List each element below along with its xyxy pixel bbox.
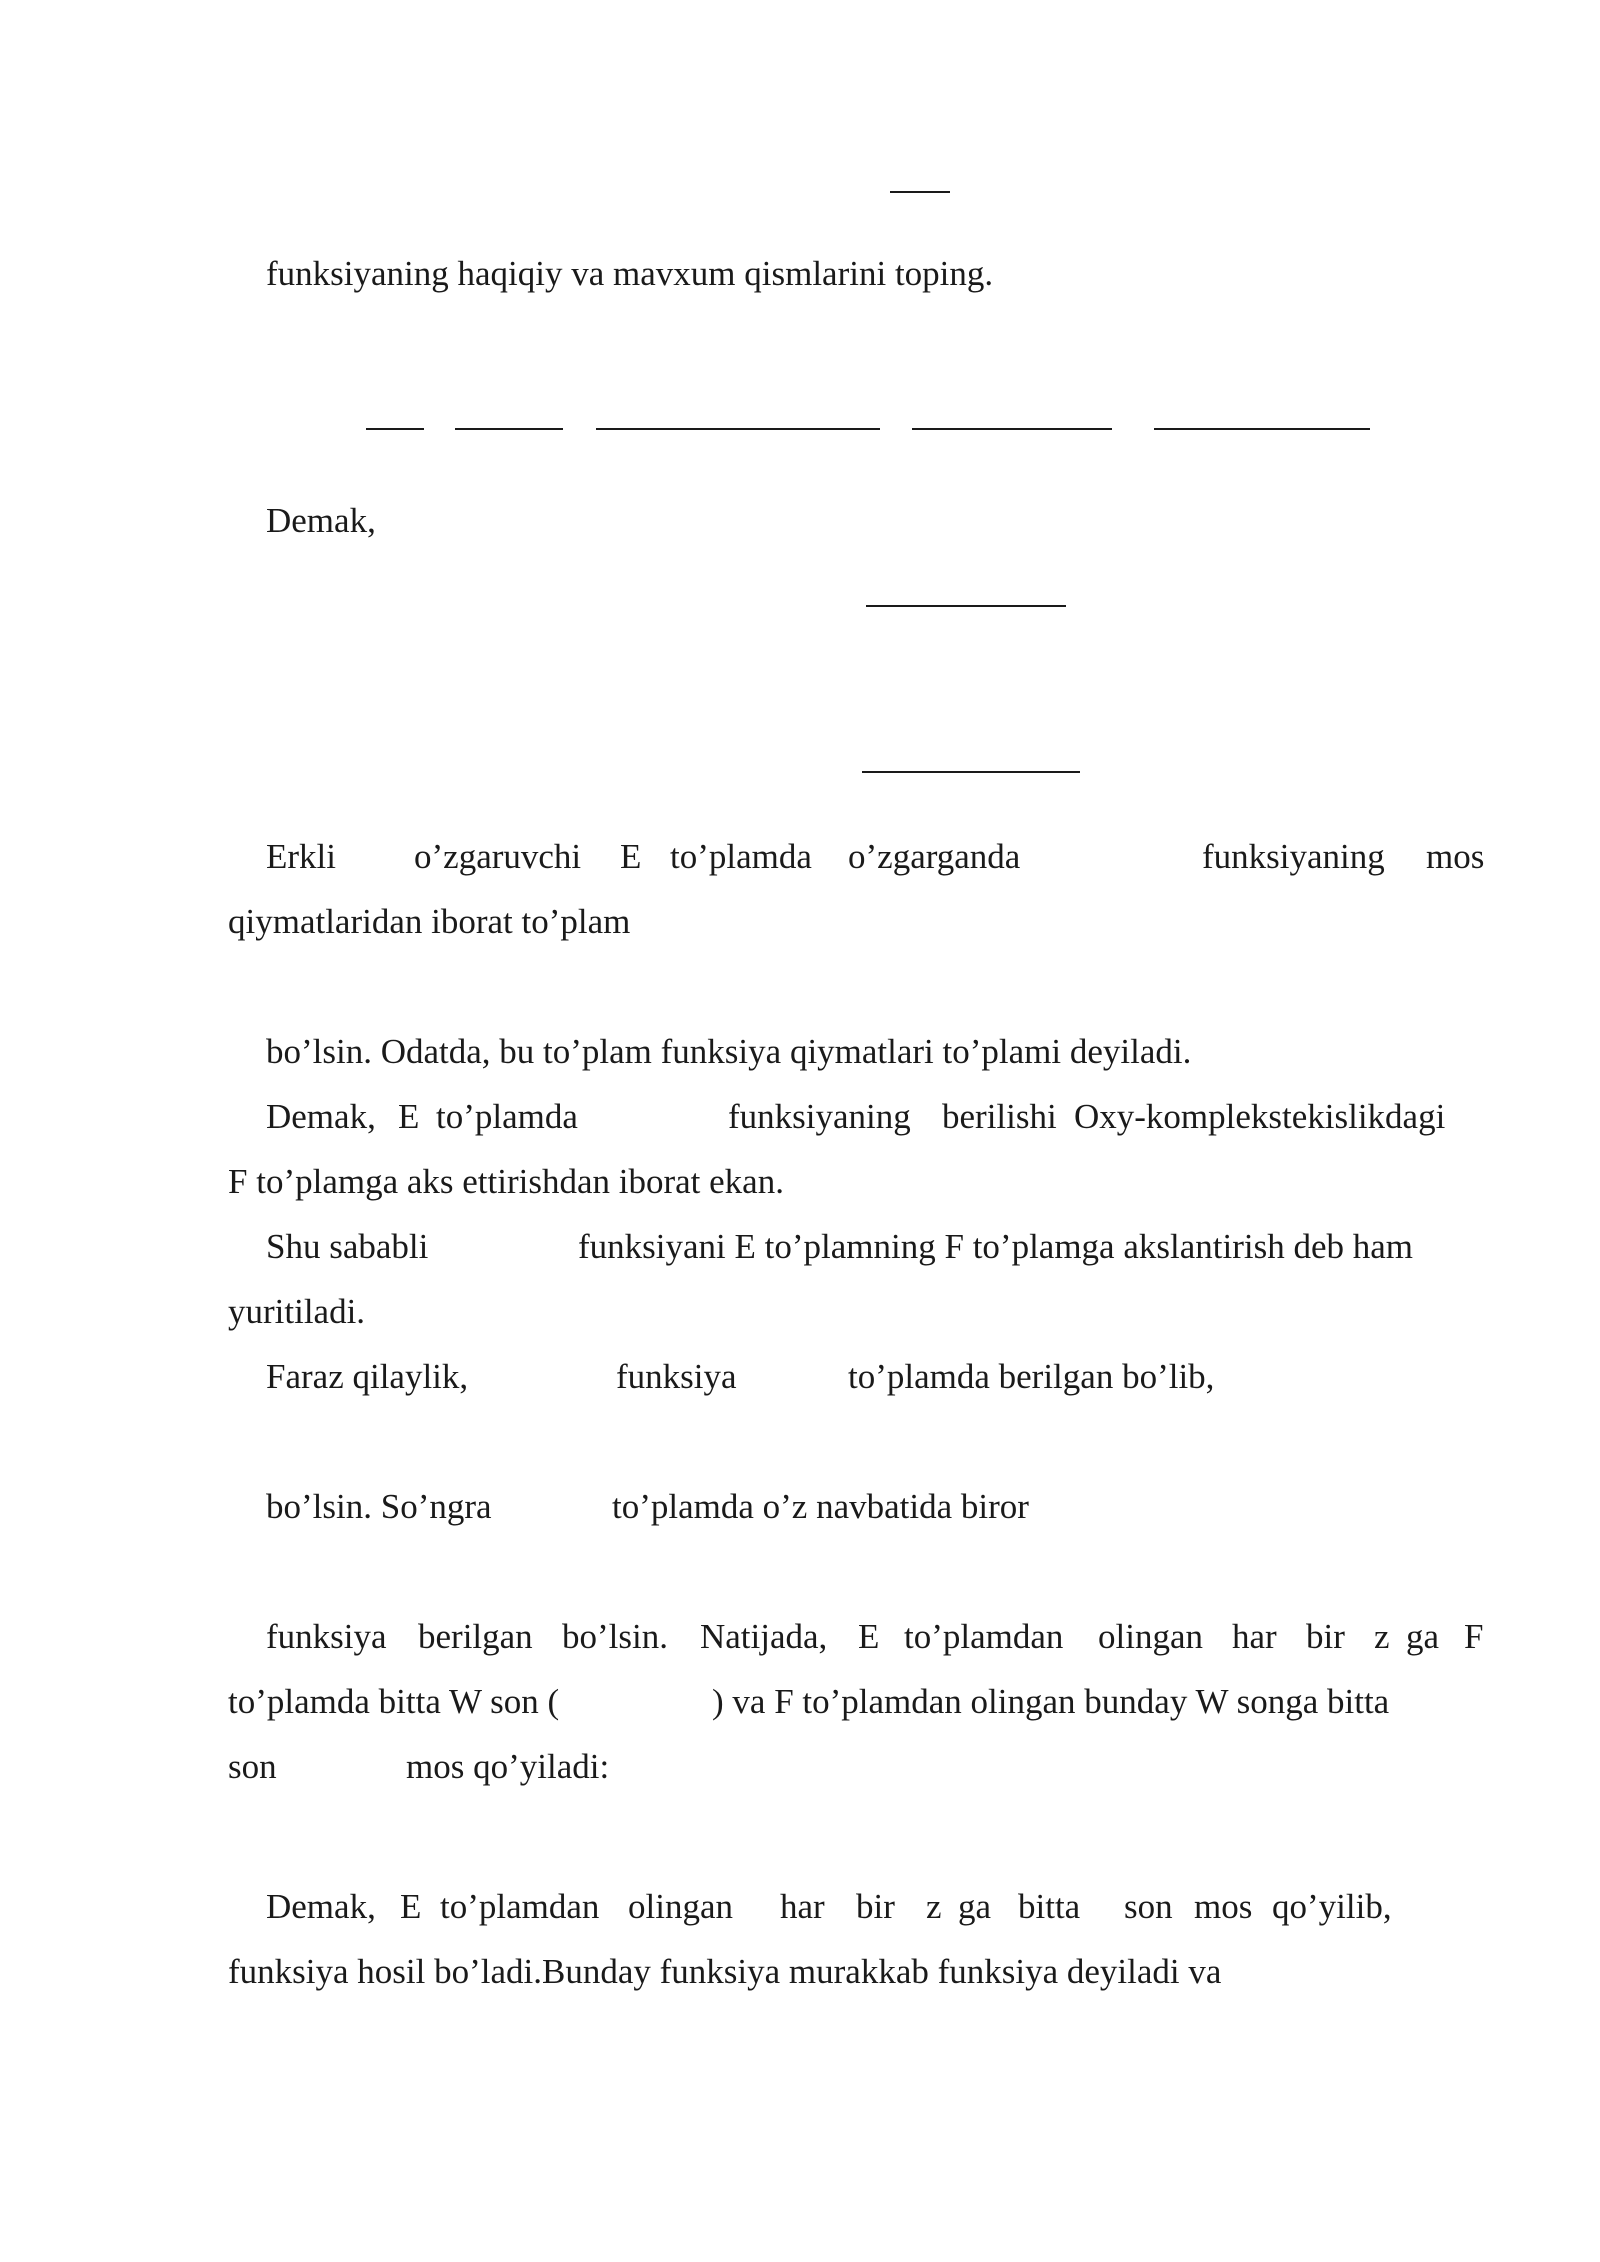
paragraph-text: Shu sababli [266, 1227, 429, 1266]
paragraph-text: mos qo’yiladi: [406, 1747, 610, 1786]
paragraph-word: to’plamdan [904, 1617, 1064, 1656]
paragraph-word: berilgan [418, 1617, 533, 1656]
paragraph-word: ga [958, 1887, 992, 1926]
paragraph-word: to’plamda [670, 837, 812, 876]
paragraph-word: Erkli [266, 837, 336, 876]
paragraph-word: har [1232, 1617, 1277, 1656]
paragraph-text: Demak, [266, 501, 376, 540]
fraction-bar [862, 771, 1080, 773]
paragraph-word: bir [856, 1887, 895, 1926]
paragraph-word: Oxy-kompleks [1074, 1097, 1283, 1136]
fraction-bar [596, 428, 880, 430]
paragraph-word: to’plamdan [440, 1887, 600, 1926]
paragraph-word: E [620, 837, 642, 876]
paragraph-text: funksiya hosil bo’ladi.Bunday funksiya murakkab funksiya deyiladi va [228, 1952, 1222, 1991]
paragraph-text: to’plamda bitta W son ( [228, 1682, 560, 1721]
fraction-bar [366, 428, 424, 430]
paragraph-word: ga [1406, 1617, 1440, 1656]
paragraph-word: funksiyaning [1202, 837, 1385, 876]
paragraph-word: E [858, 1617, 880, 1656]
paragraph-word: o’zgarganda [848, 837, 1021, 876]
paragraph-word: mos [1426, 837, 1485, 876]
paragraph-word: har [780, 1887, 825, 1926]
paragraph-text: son [228, 1747, 277, 1786]
paragraph-text: to’plamda o’z navbatida biror [612, 1487, 1029, 1526]
paragraph-word: bir [1306, 1617, 1345, 1656]
fraction-bar [890, 191, 950, 193]
paragraph-word: E [398, 1097, 420, 1136]
paragraph-word: z [926, 1887, 942, 1926]
fraction-bar [455, 428, 563, 430]
paragraph-word: olingan [628, 1887, 733, 1926]
paragraph-text: funksiyaning haqiqiy va mavxum qismlarini toping. [266, 254, 994, 293]
paragraph-word: Demak, [266, 1887, 376, 1926]
paragraph-word: Demak, [266, 1097, 376, 1136]
paragraph-word: bo’lsin. [562, 1617, 668, 1656]
paragraph-text: bo’lsin. So’ngra [266, 1487, 492, 1526]
paragraph-word: bitta [1018, 1887, 1081, 1926]
paragraph-word: o’zgaruvchi [414, 837, 582, 876]
paragraph-text: funksiyani E to’plamning F to’plamga akslantirish deb ham [578, 1227, 1413, 1266]
paragraph-text: qiymatlaridan iborat to’plam [228, 902, 631, 941]
paragraph-word: funksiyaning [728, 1097, 911, 1136]
paragraph-word: mos [1194, 1887, 1253, 1926]
paragraph-word: z [1374, 1617, 1390, 1656]
paragraph-text: to’plamda berilgan bo’lib, [848, 1357, 1215, 1396]
fraction-bar [1154, 428, 1370, 430]
paragraph-word: olingan [1098, 1617, 1203, 1656]
paragraph-text: Faraz qilaylik, [266, 1357, 469, 1396]
paragraph-word: F [1464, 1617, 1484, 1656]
paragraph-text: funksiya [616, 1357, 737, 1396]
paragraph-word: son [1124, 1887, 1173, 1926]
paragraph-text: yuritiladi. [228, 1292, 366, 1331]
paragraph-text: ) va F to’plamdan olingan bunday W songa bitta [712, 1682, 1390, 1721]
paragraph-word: Natijada, [700, 1617, 828, 1656]
paragraph-text: bo’lsin. Odatda, bu to’plam funksiya qiymatlari to’plami deyiladi. [266, 1032, 1192, 1071]
fraction-bar [866, 605, 1066, 607]
paragraph-word: tekislikdagi [1282, 1097, 1446, 1136]
paragraph-word: berilishi [942, 1097, 1057, 1136]
paragraph-word: to’plamda [436, 1097, 578, 1136]
paragraph-word: E [400, 1887, 422, 1926]
paragraph-word: funksiya [266, 1617, 387, 1656]
fraction-bar [912, 428, 1112, 430]
paragraph-text: F to’plamga aks ettirishdan iborat ekan. [228, 1162, 784, 1201]
paragraph-word: qo’yilib, [1272, 1887, 1392, 1926]
